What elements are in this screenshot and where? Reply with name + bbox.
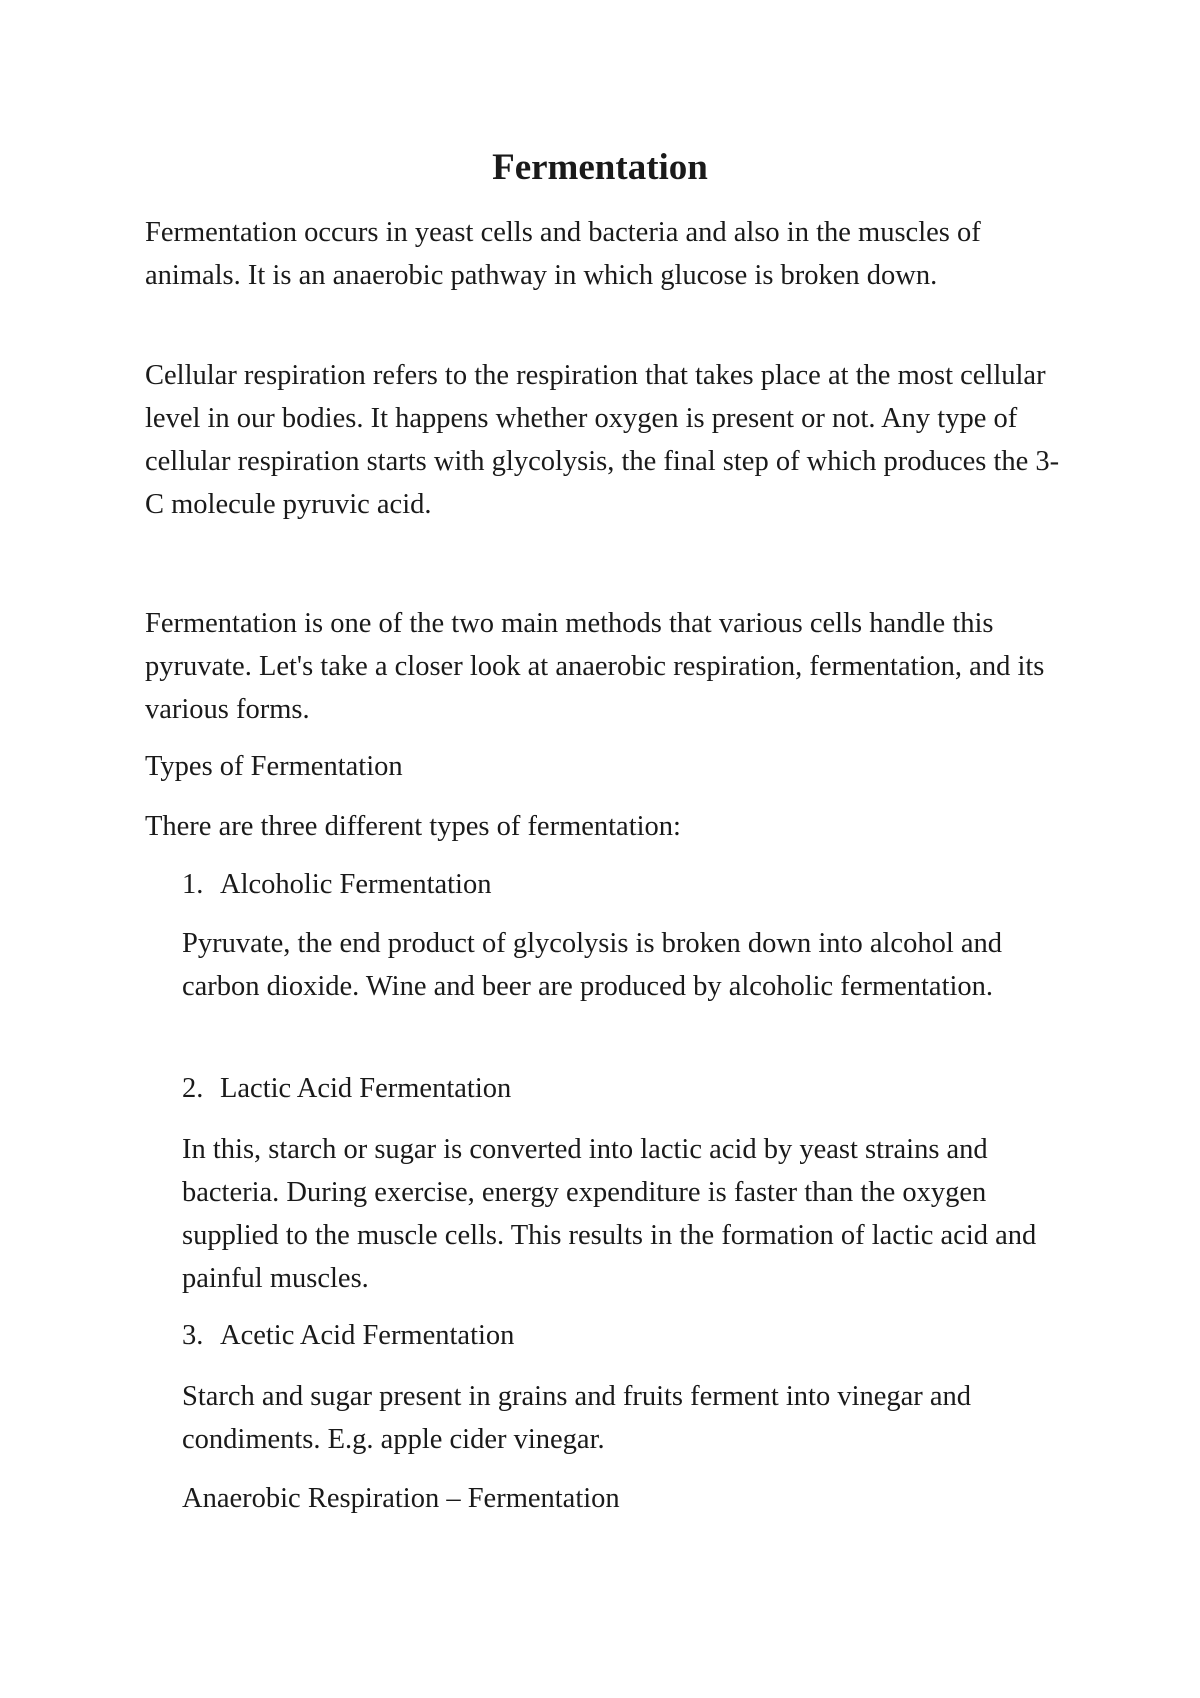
list-item-alcoholic-description: Pyruvate, the end product of glycolysis is broken down into alcohol and carbon dioxide. Wine and beer are produced by alcoholic fermentation. xyxy=(182,928,1003,1002)
types-heading: Types of Fermentation xyxy=(145,751,403,782)
list-item-name: Alcoholic Fermentation xyxy=(220,869,492,900)
intro-paragraph: Fermentation occurs in yeast cells and bacteria and also in the muscles of animals. It is an anaerobic pathway in which glucose is broken down. xyxy=(145,217,981,291)
cellular-respiration-paragraph: Cellular respiration refers to the respiration that takes place at the most cellular level in our bodies. It happens whether oxygen is present or not. Any type of cellular respiration starts with glycolysis, the final step of which produces the 3-C molecule pyruvic acid. xyxy=(145,360,1060,520)
list-number: 1. xyxy=(182,869,204,900)
document-title: Fermentation xyxy=(492,147,708,188)
methods-paragraph: Fermentation is one of the two main methods that various cells handle this pyruvate. Let's take a closer look at anaerobic respiration, fermentation, and its various forms. xyxy=(145,608,1045,725)
list-item-name: Acetic Acid Fermentation xyxy=(220,1320,515,1351)
list-item-acetic-title xyxy=(182,1314,514,1357)
types-intro: There are three different types of fermentation: xyxy=(145,811,681,842)
closing-heading: Anaerobic Respiration – Fermentation xyxy=(182,1483,620,1514)
list-item-alcoholic-title xyxy=(182,863,491,906)
list-item-acetic-description: Starch and sugar present in grains and fruits ferment into vinegar and condiments. E.g. apple cider vinegar. xyxy=(182,1381,972,1455)
list-number: 2. xyxy=(182,1073,204,1104)
list-item-lactic-title xyxy=(182,1067,511,1110)
list-item-name: Lactic Acid Fermentation xyxy=(220,1073,512,1104)
list-item-lactic-description: In this, starch or sugar is converted into lactic acid by yeast strains and bacteria. During exercise, energy expenditure is faster than the oxygen supplied to the muscle cells. This results in the formation of lactic acid and painful muscles. xyxy=(182,1134,1037,1294)
list-number: 3. xyxy=(182,1320,204,1351)
